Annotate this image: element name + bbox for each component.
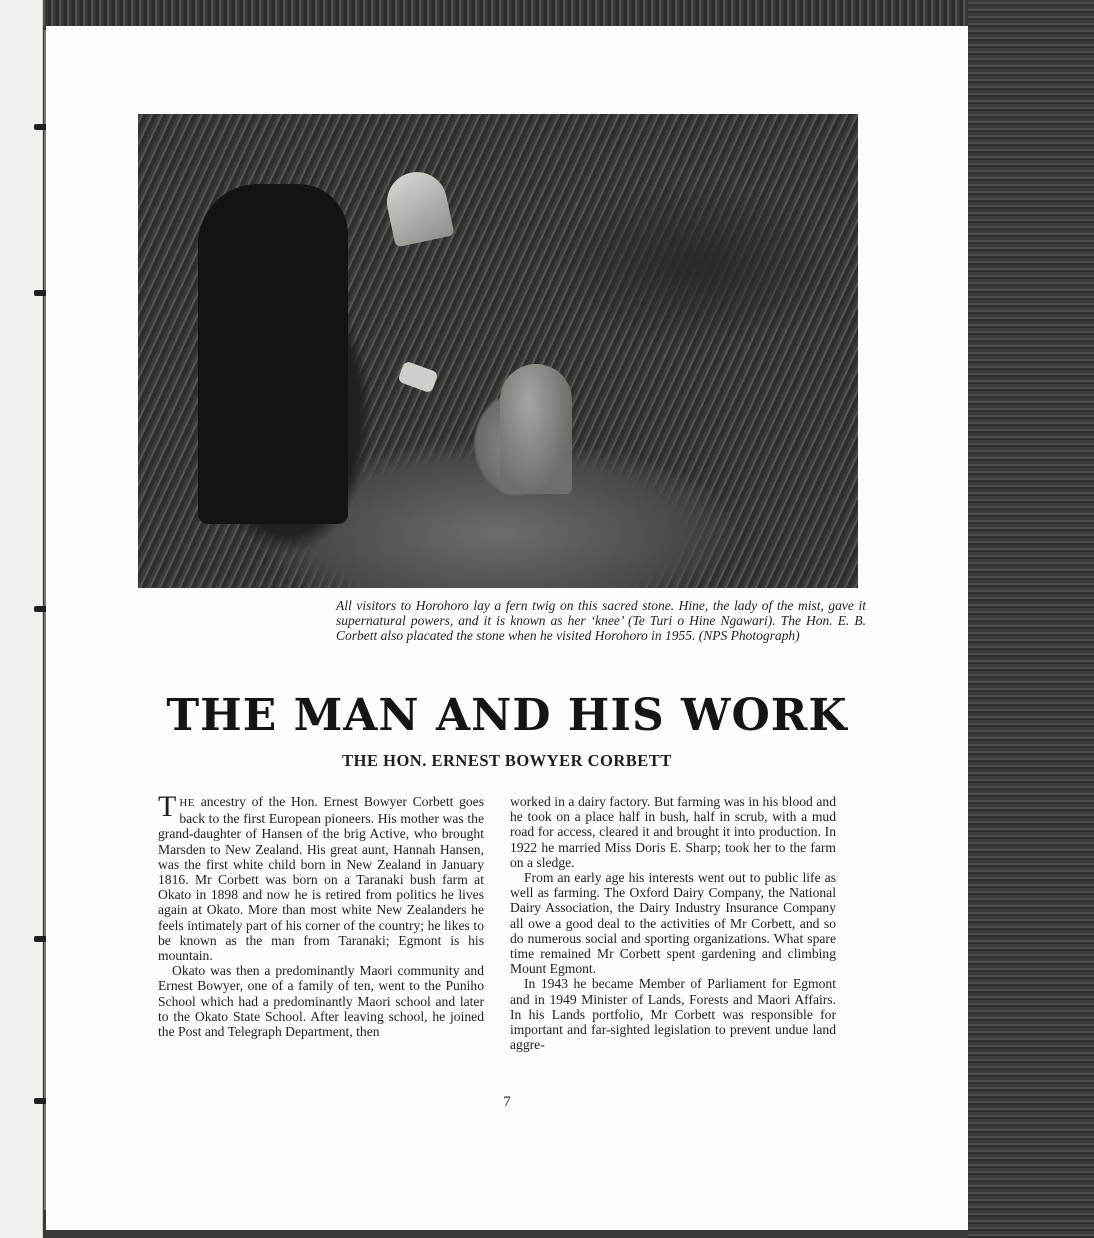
paragraph: worked in a dairy factory. But farming was in his blood and he took on a place half in bush, half in scrub, with a mud road for access, cleared it and brought it into production. In 1922 he married Miss Doris E. Sharp; took her to the farm on a sledge. [510, 794, 836, 870]
article-photo [138, 114, 858, 588]
paragraph [158, 790, 484, 964]
white-hood [381, 167, 454, 248]
page-number: 7 [503, 1094, 511, 1110]
hand-with-fern [397, 361, 438, 394]
scan-border-right [968, 0, 1094, 1238]
sacred-stone [500, 364, 572, 494]
lead-smallcaps: HE [179, 797, 195, 809]
article-column-right [510, 794, 836, 1052]
paragraph-text: ancestry of the Hon. Ernest Bowyer Corbett goes back to the first European pioneers. His mother was the grand-daughter of Hansen of the brig Active, who brought Marsden to New Zealand. His great aunt, Hannah Hansen, was the first white child born in New Zealand in January 1816. Mr Corbett was born on a Taranaki bush farm at Okato in 1898 and now he is retired from politics he lives again at Okato. More than most white New Zealanders he feels intimately part of his corner of the country; he likes to be known as the man from Taranaki; Egmont is his mountain. [158, 794, 484, 964]
caption-text: All visitors to Horohoro lay a fern twig on this sacred stone. Hine, the lady of the mist, gave it supernatural powers, and it is known as her ‘knee’ (Te Turi o Hine Ngawari). The Hon. E. B. Corbett also placated the stone when he visited Horohoro in 1955. (NPS Photograph) [336, 598, 866, 643]
cloaked-figure [198, 184, 348, 524]
scan-margin-left [0, 0, 43, 1238]
paragraph: In 1943 he became Member of Parliament for Egmont and in 1949 Minister of Lands, Forests and Maori Affairs. In his Lands portfolio, Mr Corbett was responsible for important and far-sighted legislation to prevent undue land aggre- [510, 976, 836, 1053]
paragraph: Okato was then a predominantly Maori community and Ernest Bowyer, one of a family of ten, went to the Puniho School which had a predominantly Maori school and later to the Okato State School. After leaving school, he joined the Post and Telegraph Department, then [158, 963, 484, 1040]
photo-caption [336, 598, 866, 643]
article-subheading: THE HON. ERNEST BOWYER CORBETT [342, 751, 672, 770]
article-column-left [158, 790, 484, 1040]
article-heading: THE MAN AND HIS WORK [166, 690, 848, 741]
paragraph: From an early age his interests went out to public life as well as farming. The Oxford Dairy Company, the National Dairy Association, the Dairy Industry Insurance Company all owe a good deal to the activities of Mr Corbett, and so do numerous social and sporting organizations. What spare time remained Mr Corbett spent gardening and climbing Mount Egmont. [510, 870, 836, 977]
magazine-page [46, 26, 968, 1230]
drop-cap: T [158, 790, 177, 823]
scan-border-top [0, 0, 1094, 26]
